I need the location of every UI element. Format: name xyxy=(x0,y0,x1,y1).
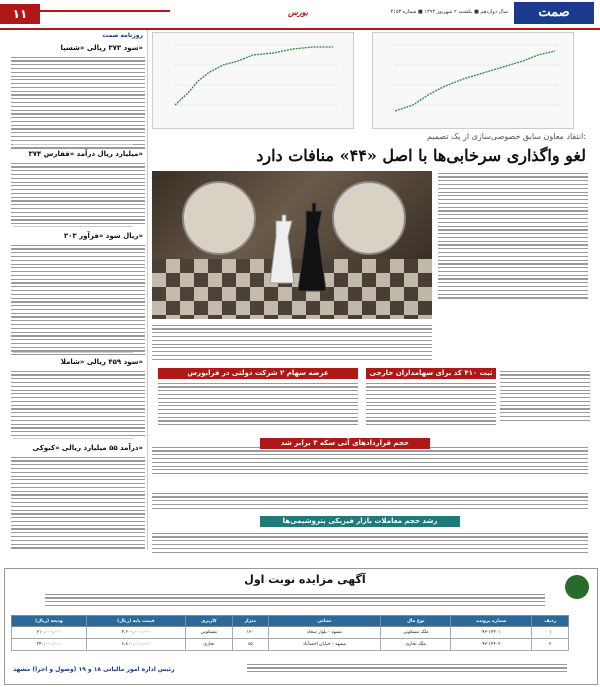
article-body-band xyxy=(152,530,588,560)
sidebar-item-text xyxy=(11,160,145,212)
ad-table-header: نوع مال xyxy=(381,616,451,627)
table-cell: ۶,۸۰۰,۰۰۰,۰۰۰ xyxy=(86,639,185,651)
table-cell: ملک تجاری xyxy=(381,639,451,651)
sidebar-item-text xyxy=(11,454,145,506)
table-cell: تجاری xyxy=(185,639,232,651)
ad-table-header: شماره پرونده xyxy=(451,616,532,627)
sidebar-item-title: ۳۷۴ میلیارد ریال درآمد «ففارس» xyxy=(28,150,143,158)
clock-icon xyxy=(332,181,406,255)
sidebar-item-title: ۳۰۳ ریال سود «فرآور» xyxy=(63,232,143,240)
table-cell: ۱۲۰ xyxy=(232,627,268,639)
ad-table-header: متراژ xyxy=(232,616,268,627)
index-chart-left xyxy=(152,32,354,129)
table-cell: ۸۵ xyxy=(232,639,268,651)
index-chart-right xyxy=(372,32,574,129)
sidebar-divider xyxy=(13,438,133,439)
ad-intro-text xyxy=(45,591,545,611)
sidebar-divider xyxy=(13,226,133,227)
table-cell: مشهد - بلوار سجاد xyxy=(268,627,381,639)
box-title: عرضه سهام ۲ شرکت دولتی در فرابورس xyxy=(158,368,358,379)
table-cell: ۹۲-۱۴۴۰۲ xyxy=(451,639,532,651)
ad-table-header: قیمت پایه (ریال) xyxy=(86,616,185,627)
sidebar-item-title: سود ۴۵۹ ریالی «شاملا» xyxy=(60,358,143,366)
ad-title: آگهی مزایده نوبت اول xyxy=(244,573,366,586)
ad-table-header: ردیف xyxy=(532,616,569,627)
article-kicker: انتقاد معاون سابق خصوصی‌سازی از یک تصمیم: xyxy=(427,132,586,141)
ad-table-header: کاربری xyxy=(185,616,232,627)
table-cell: ۳۴۰,۰۰۰,۰۰۰ xyxy=(12,639,87,651)
box-title: ثبت ۴۱۰ کد برای سهامداران خارجی xyxy=(366,368,496,379)
box-text xyxy=(500,368,590,440)
header-rule xyxy=(40,10,170,12)
sidebar-item-title: درآمد ۵۵ میلیارد ریالی «کبوکی» xyxy=(32,444,143,452)
table-cell: ۲۱۰,۰۰۰,۰۰۰ xyxy=(12,627,87,639)
table-cell: مشهد - خیابان احمدآباد xyxy=(268,639,381,651)
box-text xyxy=(158,380,358,440)
ad-notes xyxy=(247,661,567,679)
box-text xyxy=(366,380,496,440)
clock-icon xyxy=(182,181,256,255)
chess-photo xyxy=(152,171,432,319)
table-row xyxy=(12,639,569,651)
ad-footer: رئیس اداره امور مالیاتی ۱۸ و ۱۹ (وصول و اجرا) مشهد xyxy=(13,666,175,673)
article-body-band xyxy=(152,490,588,514)
page-number: ۱۱ xyxy=(0,4,40,24)
table-cell: مسکونی xyxy=(185,627,232,639)
table-cell: ۴,۲۰۰,۰۰۰,۰۰۰ xyxy=(86,627,185,639)
sidebar-divider xyxy=(13,352,133,353)
section-title: بورس xyxy=(288,8,308,17)
issue-info: سال دوازدهم ■ یکشنبه ۲ شهریور ۱۳۹۳ ■ شماره ۳۱۵۳ xyxy=(390,9,508,15)
table-cell: ۱ xyxy=(532,627,569,639)
sidebar-item-text xyxy=(11,54,145,106)
sidebar-item-title: سود ۳۷۳ ریالی «شسپا» xyxy=(60,44,143,52)
table-cell: ۲ xyxy=(532,639,569,651)
table-cell: ۹۲-۱۴۴۰۱ xyxy=(451,627,532,639)
article-headline: لغو واگذاری سرخابی‌ها با اصل «۴۴» منافات دارد xyxy=(256,146,586,165)
table-row xyxy=(12,627,569,639)
ad-table-header: ودیعه (ریال) xyxy=(12,616,87,627)
article-body-band xyxy=(152,444,588,484)
auction-ad xyxy=(4,568,598,685)
sidebar-column xyxy=(3,30,148,550)
sidebar-divider xyxy=(13,144,133,145)
chess-kings-icon xyxy=(262,191,332,301)
box-title: حجم قراردادهای آتی سکه ۳ برابر شد xyxy=(260,438,430,449)
index-chart-left-plot xyxy=(153,33,353,128)
article-body-lower xyxy=(152,322,432,362)
ad-table xyxy=(11,615,569,651)
sidebar-logo: روزنامه صمت xyxy=(102,32,143,39)
masthead-logo: صمت xyxy=(514,2,594,24)
ad-table-header: نشانی xyxy=(268,616,381,627)
sidebar-item-text xyxy=(11,242,145,294)
sidebar-item-text xyxy=(11,368,145,420)
table-cell: ملک مسکونی xyxy=(381,627,451,639)
tax-office-logo-icon xyxy=(565,575,589,599)
index-chart-right-plot xyxy=(373,33,573,128)
article-body-col xyxy=(438,170,588,320)
box-title: رشد حجم معاملات بازار فیزیکی پتروشیمی‌ها xyxy=(260,516,460,527)
